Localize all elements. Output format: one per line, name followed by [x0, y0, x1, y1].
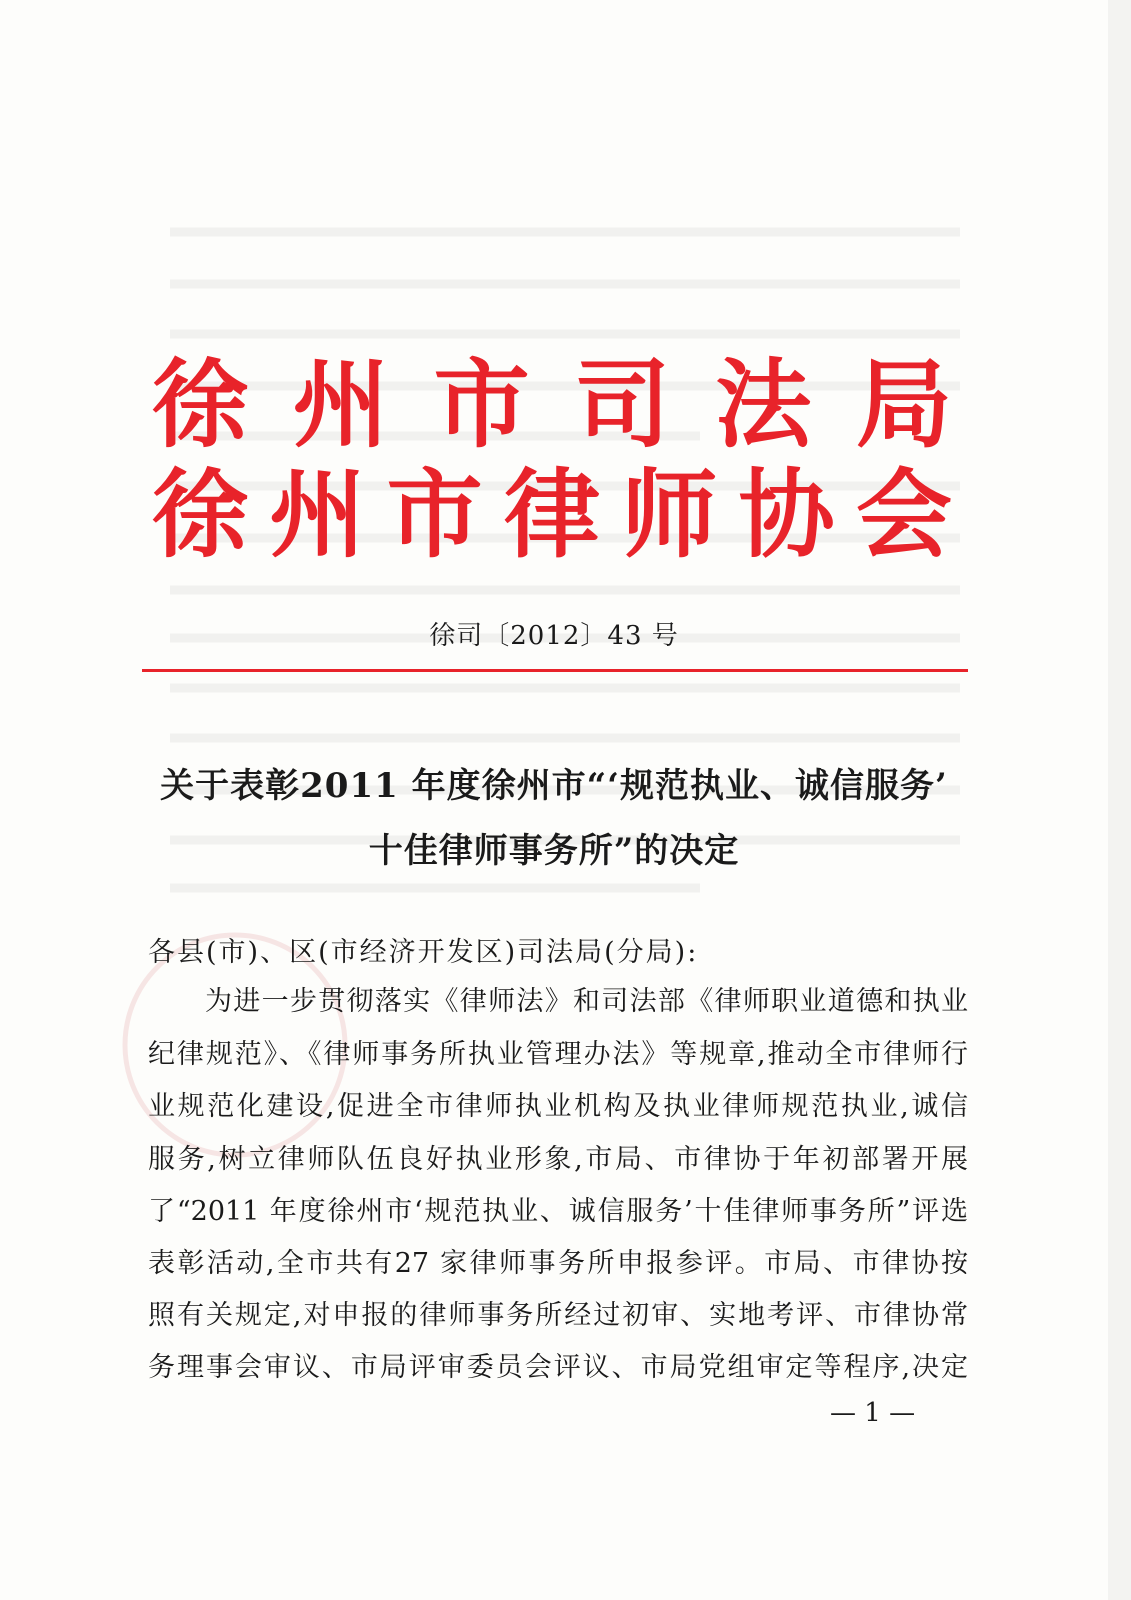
body-line: 纪律规范》、《律师事务所执业管理办法》等规章,推动全市律师行	[148, 1039, 968, 1070]
header-char: 局	[855, 348, 952, 461]
body-line: 为进一步贯彻落实《律师法》和司法部《律师职业道德和执业	[205, 986, 968, 1017]
header-org-judicial-bureau	[152, 350, 952, 460]
header-char: 会	[855, 458, 952, 571]
body-line: 务理事会审议、市局评审委员会评议、市局党组审定等程序,决定	[148, 1352, 968, 1383]
body-line: 服务,树立律师队伍良好执业形象,市局、市律协于年初部署开展	[148, 1144, 968, 1175]
header-char: 法	[715, 348, 812, 461]
header-char: 市	[433, 348, 530, 461]
header-char: 州	[269, 458, 366, 571]
header-char: 州	[292, 348, 389, 461]
body-line: 业规范化建设,促进全市律师执业机构及执业律师规范执业,诚信	[148, 1091, 968, 1122]
header-char: 市	[386, 458, 483, 571]
salutation: 各县(市)、区(市经济开发区)司法局(分局):	[148, 937, 699, 968]
body-line: 表彰活动,全市共有27 家律师事务所申报参评。市局、市律协按	[148, 1248, 968, 1279]
header-char: 师	[621, 458, 718, 571]
document-number: 徐司〔2012〕43 号	[429, 621, 679, 651]
header-char: 徐	[152, 458, 248, 571]
body-line: 了“2011 年度徐州市‘规范执业、诚信服务’十佳律师事务所”评选	[148, 1196, 968, 1227]
header-org-lawyers-association	[152, 460, 952, 570]
header-char: 协	[738, 458, 835, 571]
header-char: 律	[503, 458, 600, 571]
document-title-line2: 十佳律师事务所”的决定	[368, 831, 740, 871]
header-char: 司	[574, 348, 671, 461]
scan-edge	[1108, 0, 1131, 1600]
header-char: 徐	[152, 348, 248, 461]
page-number: — 1 —	[830, 1398, 916, 1428]
document-title-line1: 关于表彰2011 年度徐州市“‘规范执业、诚信服务’	[160, 766, 948, 806]
red-divider-rule	[142, 669, 968, 672]
body-line: 照有关规定,对申报的律师事务所经过初审、实地考评、市律协常	[148, 1300, 968, 1331]
